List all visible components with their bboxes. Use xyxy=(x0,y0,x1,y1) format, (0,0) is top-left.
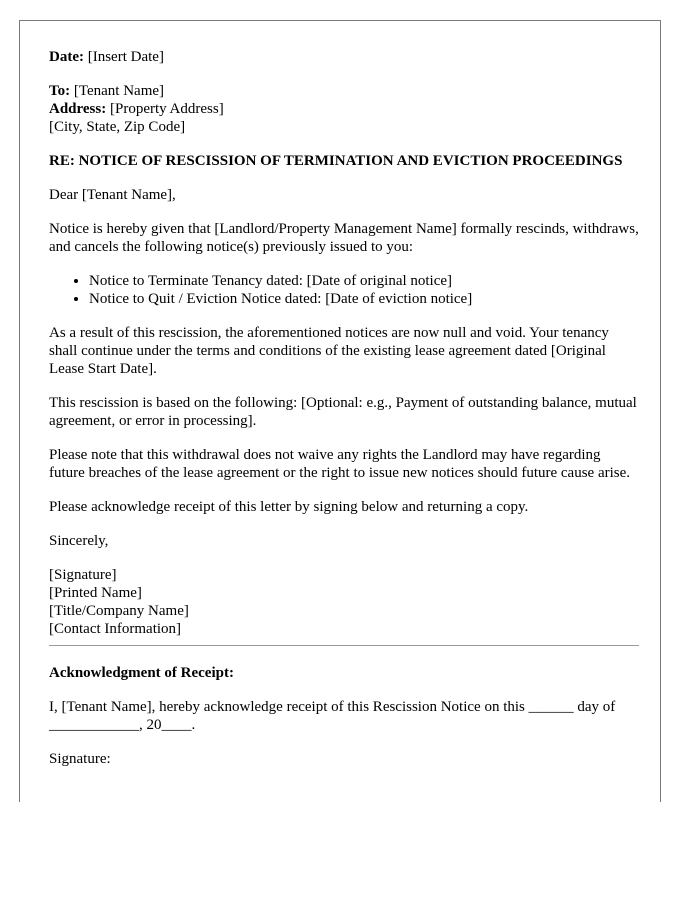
list-item: • Notice to Terminate Tenancy dated: [Date of original notice] xyxy=(89,272,639,290)
acknowledgment-heading-text: Acknowledgment of Receipt: xyxy=(49,665,234,681)
letter-page xyxy=(19,20,661,802)
basis-paragraph: This rescission is based on the following: [Optional: e.g., Payment of outstanding balance, mutual agreement, or error in processing]. xyxy=(49,395,637,429)
address-label: Address: xyxy=(49,101,107,117)
printed-name: [Printed Name] xyxy=(49,585,142,601)
to-label: To: xyxy=(49,83,71,99)
notices-list xyxy=(49,272,639,308)
date-label: Date: xyxy=(49,49,84,65)
salutation: Dear [Tenant Name], xyxy=(49,187,176,203)
acknowledgment-text: I, [Tenant Name], hereby acknowledge receipt of this Rescission Notice on this ______ day of ____________, 20____. xyxy=(49,699,616,733)
title-company: [Title/Company Name] xyxy=(49,603,189,619)
letter-content xyxy=(49,48,639,784)
date-line xyxy=(49,48,639,66)
signature-placeholder: [Signature] xyxy=(49,567,117,583)
closing: Sincerely, xyxy=(49,533,109,549)
acknowledgment-signature-label: Signature: xyxy=(49,751,111,767)
city-line: [City, State, Zip Code] xyxy=(49,119,186,135)
result-paragraph: As a result of this rescission, the aforementioned notices are now null and void. Your tenancy shall continue under the terms and conditions of the existing lease agreement dated [Original Lease Start Date]. xyxy=(49,325,609,377)
address-value: [Property Address] xyxy=(106,101,224,117)
contact-information: [Contact Information] xyxy=(49,621,182,637)
signature-block xyxy=(49,566,639,638)
waiver-paragraph: Please note that this withdrawal does not waive any rights the Landlord may have regarding future breaches of the lease agreement or the right to issue new notices should future cause arise. xyxy=(49,447,631,481)
intro-paragraph: Notice is hereby given that [Landlord/Property Management Name] formally rescinds, withdraws, and cancels the following notice(s) previously issued to you: xyxy=(49,221,639,255)
subject-line: RE: NOTICE OF RESCISSION OF TERMINATION AND EVICTION PROCEEDINGS xyxy=(49,153,623,169)
recipient-block xyxy=(49,82,639,136)
date-value: [Insert Date] xyxy=(83,49,164,65)
acknowledgment-heading xyxy=(49,664,639,682)
section-divider xyxy=(49,645,639,646)
acknowledge-request-paragraph: Please acknowledge receipt of this letter by signing below and returning a copy. xyxy=(49,499,529,515)
list-item: • Notice to Quit / Eviction Notice dated: [Date of eviction notice] xyxy=(89,290,639,308)
to-value: [Tenant Name] xyxy=(70,83,165,99)
